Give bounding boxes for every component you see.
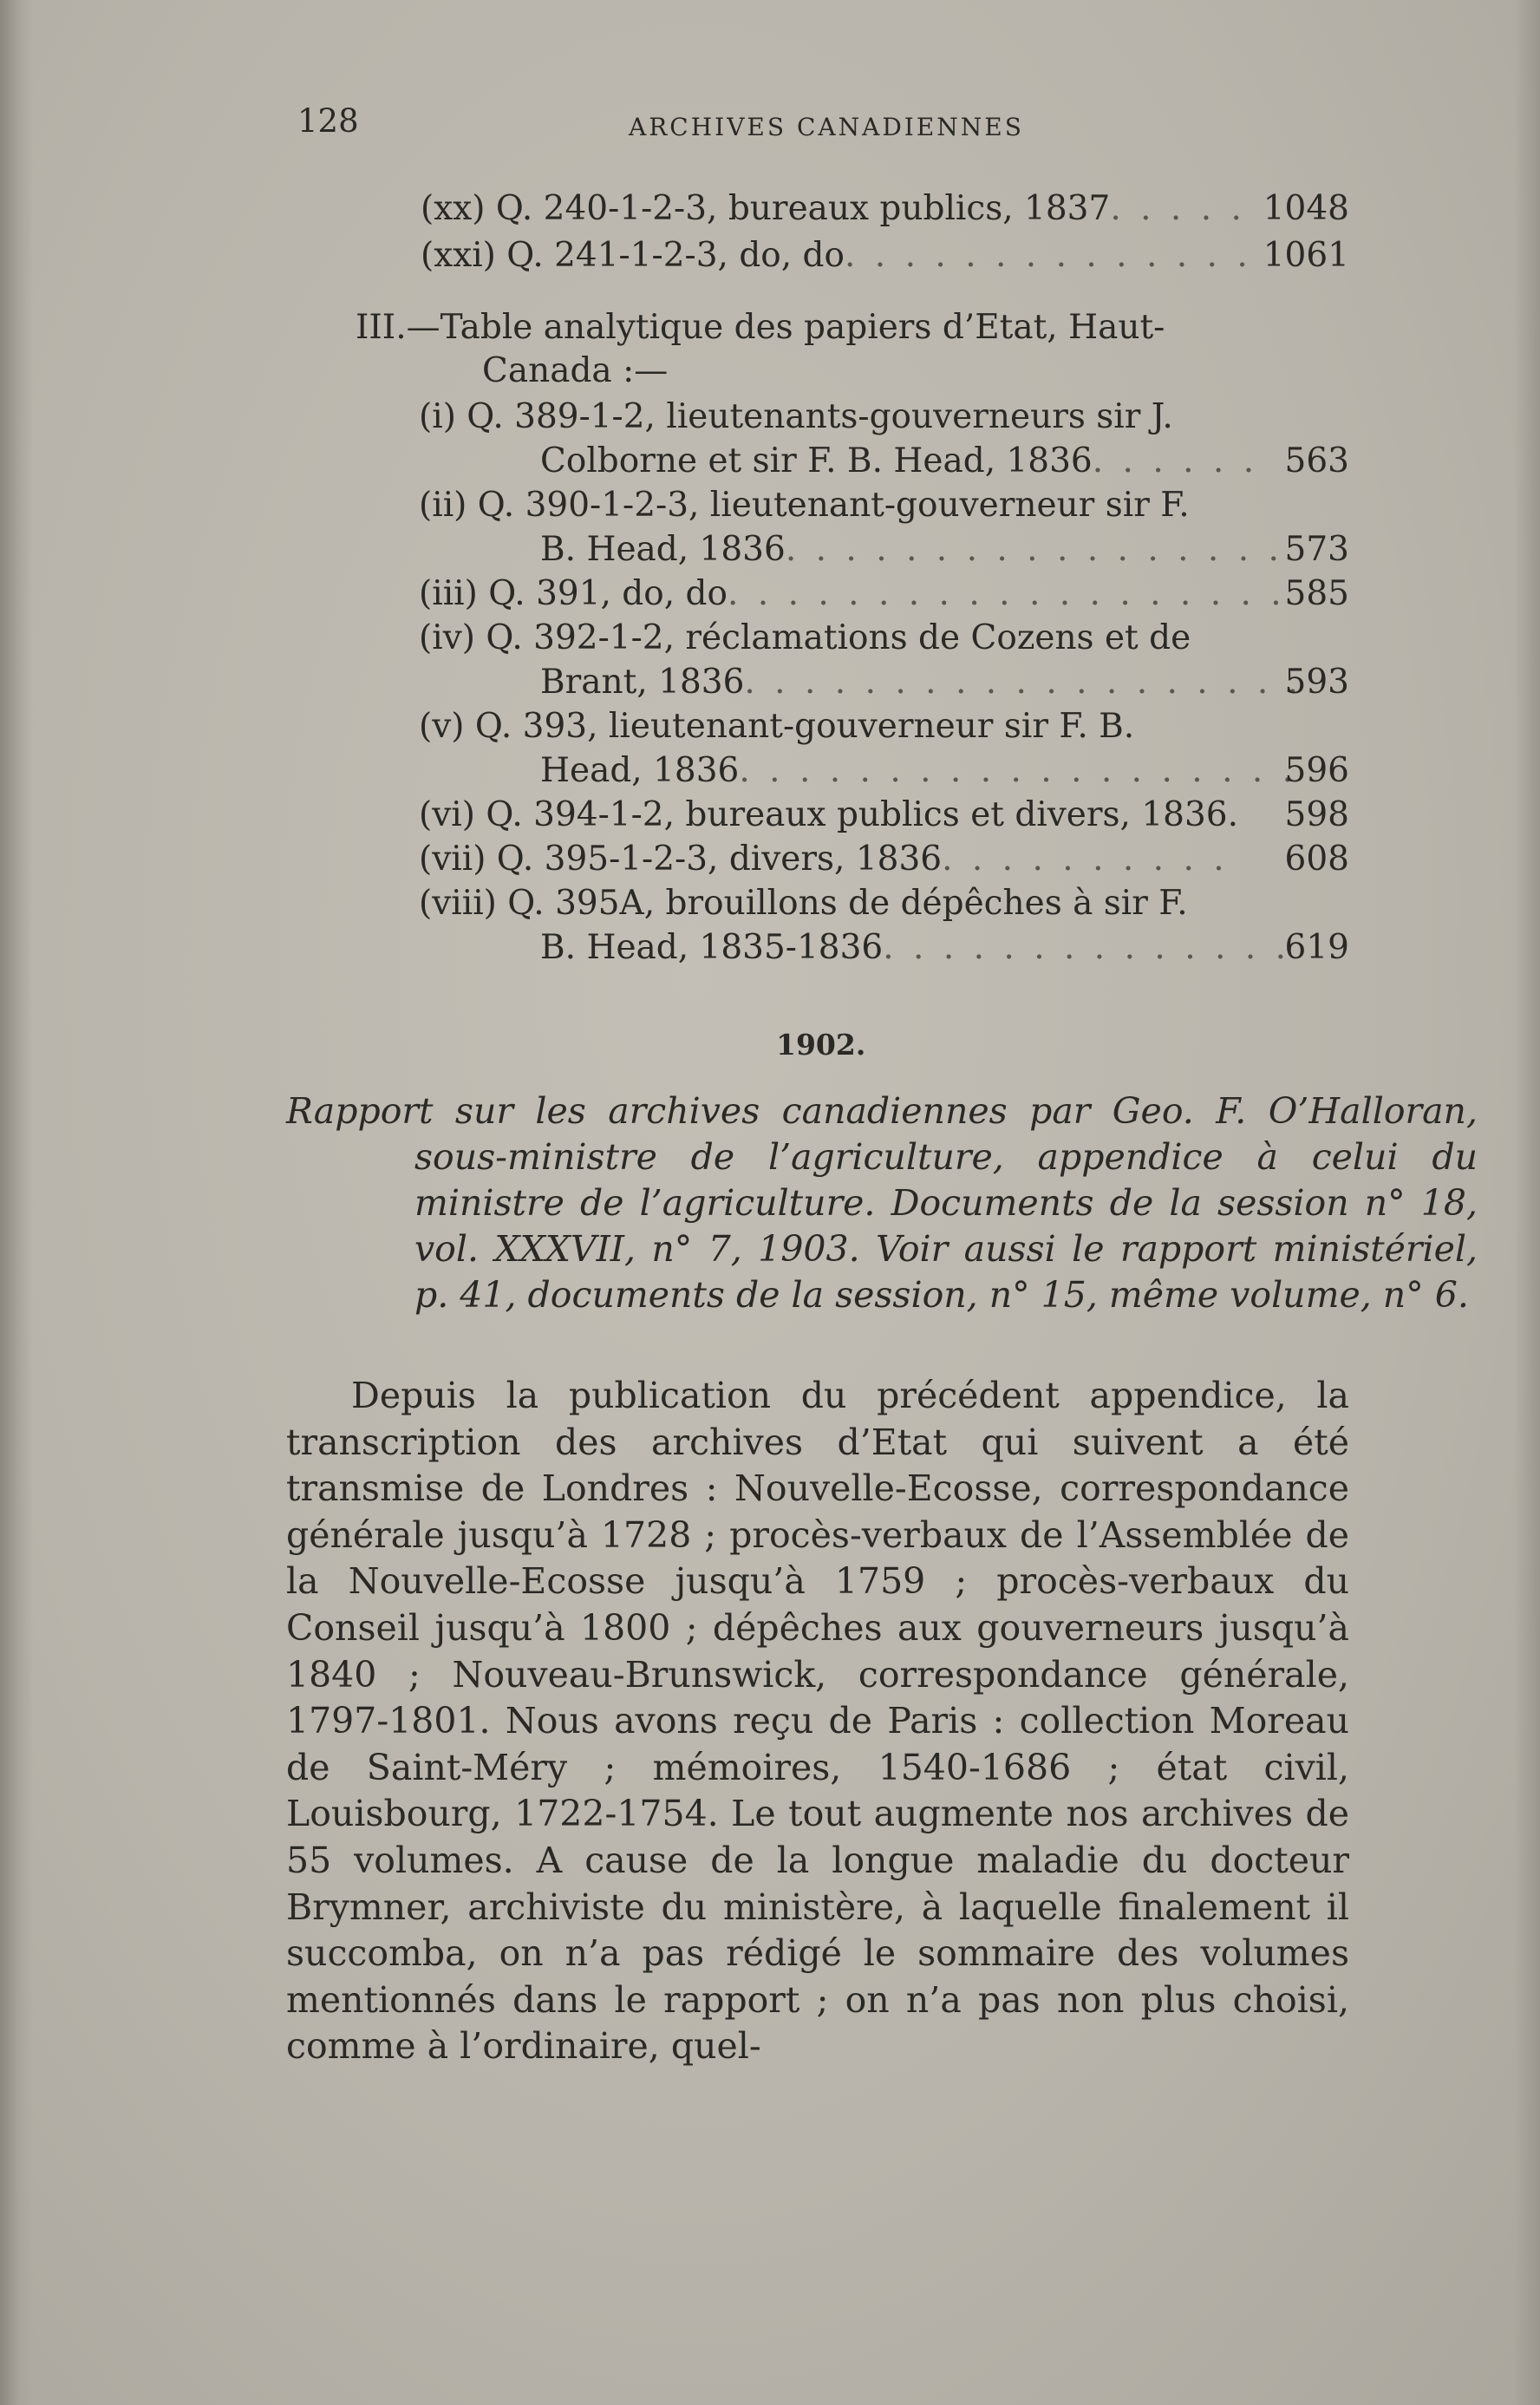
dot-leader: . . . . . . <box>1092 441 1259 480</box>
page-edge-shadow <box>1514 0 1540 2405</box>
entry-label: (iii) Q. 391, do, do <box>419 574 728 613</box>
section-heading: III.—Table analytique des papiers d’Etat, Haut- <box>356 308 1165 347</box>
entry-page: 1061 <box>1263 236 1349 275</box>
toc-entry <box>419 574 1286 613</box>
page-number: 128 <box>297 102 359 140</box>
entry-label: B. Head, 1835-1836 <box>540 928 884 967</box>
dot-leader: . . . . . . . . . . . . . . <box>845 236 1252 275</box>
toc-entry-cont <box>540 928 1290 967</box>
section-heading-cont: Canada :— <box>482 351 669 390</box>
dot-leader: . . . . . . . . . . . . . . . . . <box>785 530 1283 569</box>
toc-entry <box>421 189 1246 228</box>
toc-entry-cont <box>540 441 1258 480</box>
dot-leader: . . . . . . . . . . <box>942 840 1229 879</box>
year-heading: 1902. <box>776 1028 866 1062</box>
entry-page: 593 <box>1284 663 1349 702</box>
entry-label: (vii) Q. 395-1-2-3, divers, 1836 <box>419 840 943 879</box>
toc-entry: (viii) Q. 395A, brouillons de dépêches à sir F. <box>419 884 1188 923</box>
dot-leader: . . . . . . . . . . . . . . <box>883 928 1290 967</box>
toc-entry-cont <box>540 530 1283 569</box>
entry-page: 619 <box>1284 928 1349 967</box>
toc-entry: (ii) Q. 390-1-2-3, lieutenant-gouverneur sir F. <box>419 486 1190 525</box>
toc-entry: (iv) Q. 392-1-2, réclamations de Cozens et de <box>419 618 1191 657</box>
entry-page: 608 <box>1284 840 1349 879</box>
entry-page: 1048 <box>1263 189 1349 228</box>
entry-page: 598 <box>1284 795 1349 834</box>
toc-entry <box>419 840 1229 879</box>
dot-leader: . . . . . . . . . . . . . . . . . . . <box>728 574 1286 613</box>
entry-label: B. Head, 1836 <box>540 530 786 569</box>
toc-entry-cont <box>540 663 1302 702</box>
dot-leader: . . . . . <box>1110 189 1246 228</box>
dot-leader: . . . . . . . . . . . . . . . . . . . <box>744 663 1303 702</box>
entry-page: 573 <box>1284 530 1349 569</box>
toc-entry: (v) Q. 393, lieutenant-gouverneur sir F. B. <box>419 707 1135 746</box>
toc-entry-cont <box>540 751 1297 790</box>
entry-label: (xx) Q. 240-1-2-3, bureaux publics, 1837 <box>421 189 1111 228</box>
toc-entry: (vi) Q. 394-1-2, bureaux publics et divers, 1836. <box>419 795 1238 834</box>
page-spine-shadow <box>0 0 33 2405</box>
entry-page: 563 <box>1284 441 1349 480</box>
entry-label: (xxi) Q. 241-1-2-3, do, do <box>421 236 845 275</box>
running-head: ARCHIVES CANADIENNES <box>629 113 1024 141</box>
dot-leader: . . . . . . . . . . . . . . . . . . . <box>739 751 1298 790</box>
entry-label: Colborne et sir F. B. Head, 1836 <box>540 441 1093 480</box>
entry-label: Head, 1836 <box>540 751 740 790</box>
toc-entry: (i) Q. 389-1-2, lieutenants-gouverneurs sir J. <box>419 397 1173 436</box>
body-paragraph: Depuis la publication du précédent appendice, la transcription des archives d’Etat qui suivent a été transmise de Londres : Nouvelle-Ecosse, correspondance générale jusqu’à 1728 ; procès-verbaux de l’Assemblée de la Nouvelle-Ecosse jusqu’à 1759 ; procès-verbaux du Conseil jusqu’à 1800 ; dépêches aux gouverneurs jusqu’à 1840 ; Nouveau-Brunswick, correspondance générale, 1797-1801. Nous avons reçu de Paris : collection Moreau de Saint-Méry ; mémoires, 1540-1686 ; état civil, Louisbourg, 1722-1754. Le tout augmente nos archives de 55 volumes. A cause de la longue maladie du docteur Brymner, archiviste du ministère, à laquelle finalement il succomba, on n’a pas rédigé le sommaire des volumes mentionnés dans le rapport ; on n’a pas non plus choisi, comme à l’ordinaire, quel- <box>286 1375 1349 2068</box>
entry-label: Brant, 1836 <box>540 663 745 702</box>
entry-page: 596 <box>1284 751 1349 790</box>
entry-page: 585 <box>1284 574 1349 613</box>
citation-paragraph: Rapport sur les archives canadiennes par Geo. F. O’Halloran, sous-ministre de l’agriculture, appendice à celui du ministre de l’agriculture. Documents de la session n° 18, vol. XXXVII, n° 7, 1903. Voir aussi le rapport ministériel, p. 41, documents de la session, n° 15, même volume, n° 6. <box>286 1090 1478 1316</box>
toc-entry <box>421 236 1252 275</box>
